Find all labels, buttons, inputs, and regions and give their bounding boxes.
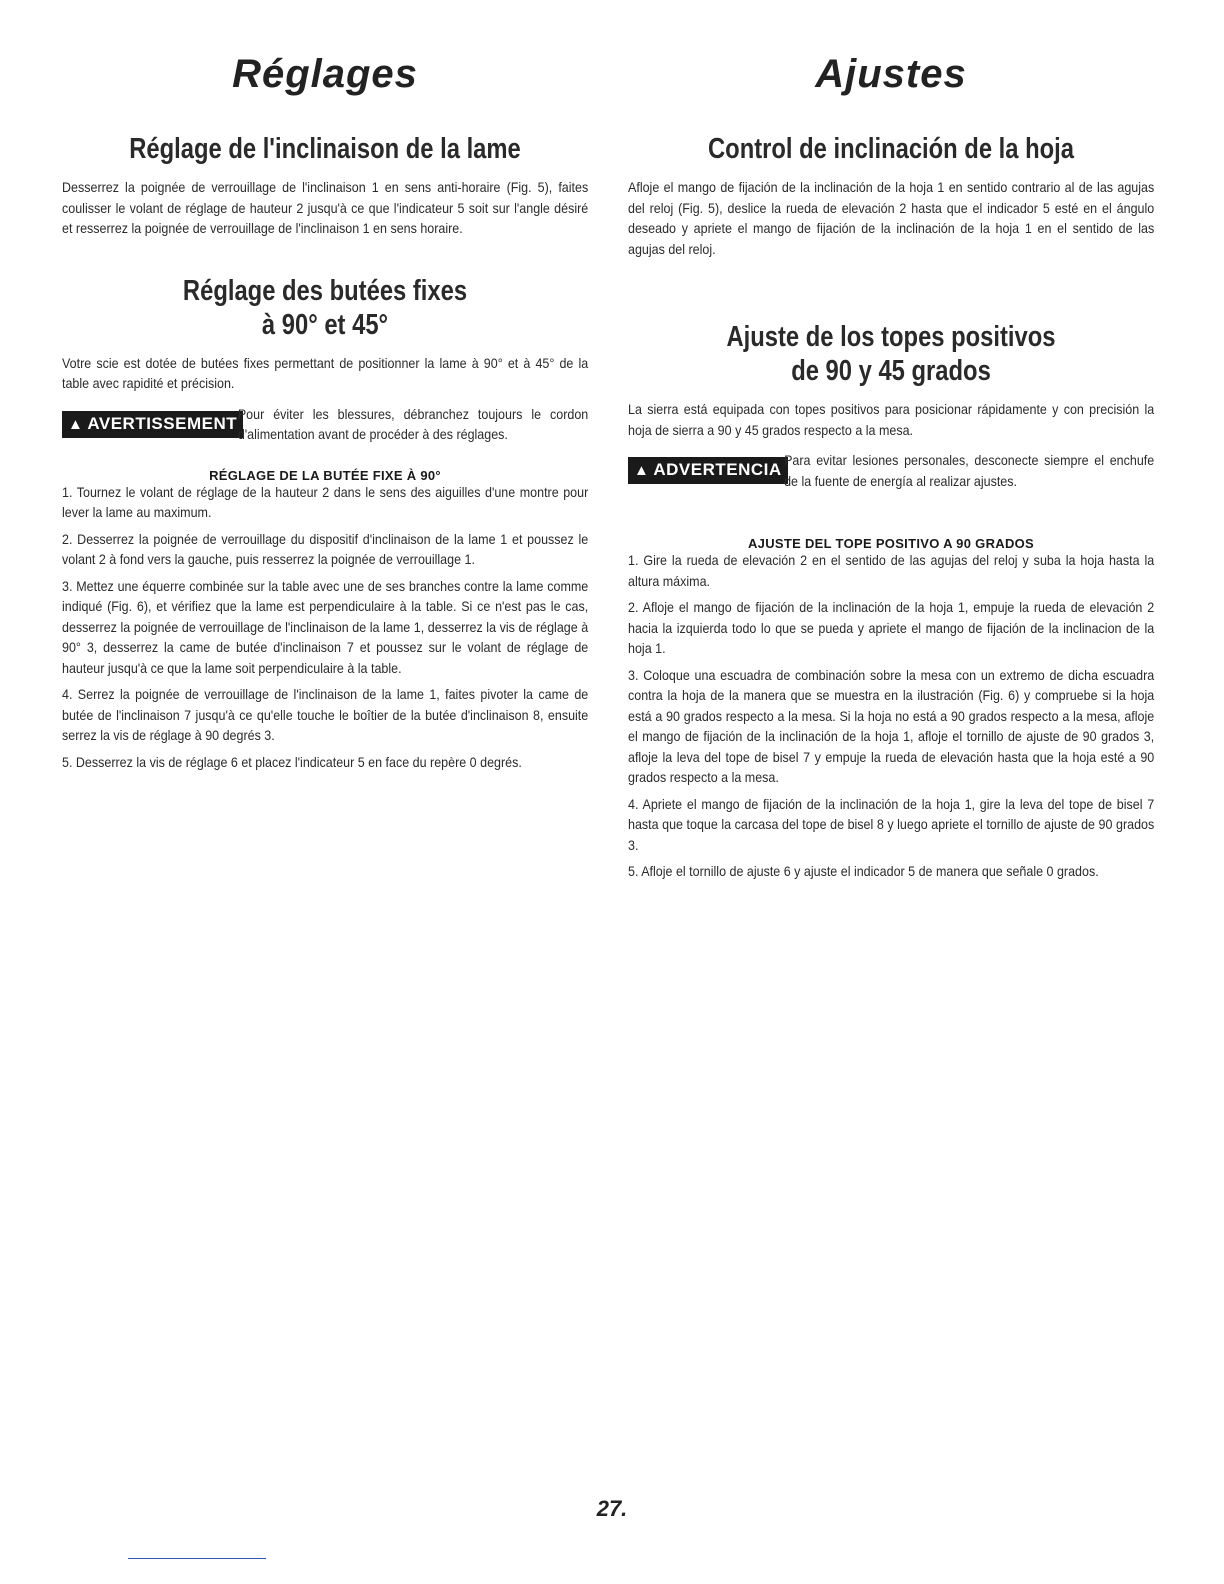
warning-text: Pour éviter les blessures, débranchez toujours le cordon d'alimentation avant de procéder à des réglages. (237, 406, 589, 442)
warning-text: Para evitar lesiones personales, desconecte siempre el enchufe de la fuente de energía al realizar ajustes. (784, 453, 1155, 489)
subheading-90-stop: RÉGLAGE DE LA BUTÉE FIXE À 90° (209, 467, 441, 483)
section-title-positive-stops-line1: Ajuste de los topes positivos (726, 321, 1056, 353)
step-item: 1. Tournez le volant de réglage de la hauteur 2 dans le sens des aiguilles d'une montre pour lever la lame au maximum. (62, 484, 589, 520)
step-item: 3. Coloque una escuadra de combinación sobre la mesa con un extremo de dicha escuadra contra la hoja de la manera que se muestra en la ilustración (Fig. 6) y compruebe si la hoja está a 90 grados respecto a la mesa. Si la hoja no está a 90 grados respecto a la mesa, afloje el mango de fijación de la inclinación de la hoja 1, afloje el tornillo de ajuste de 90 grados 3, afloje la leva del tope de bisel 7 y empuje la rueda de elevación hasta que la hoja esté a 90 grados respecto a la mesa. (628, 667, 1155, 785)
warning-label: ADVERTENCIA (653, 460, 782, 479)
section-title-blade-tilt: Réglage de l'inclinaison de la lame (129, 133, 521, 165)
main-title-french: Réglages (232, 52, 418, 96)
warning-label: AVERTISSEMENT (87, 413, 238, 433)
right-column-spanish (628, 0, 1154, 889)
subheading-90-stop: AJUSTE DEL TOPE POSITIVO A 90 GRADOS (747, 536, 1035, 551)
warning-triangle-icon: ▲ (68, 415, 84, 433)
paragraph-blade-tilt: Desserrez la poignée de verrouillage de l'inclinaison 1 en sens anti-horaire (Fig. 5), faites coulisser le volant de réglage de hauteur 2 jusqu'à ce que l'indicateur 5 soit sur l'angle désiré et resserrez la poignée de verrouillage de l'inclinaison 1 en sens horaire. (62, 180, 589, 236)
paragraph-blade-tilt: Afloje el mango de fijación de la inclinación de la hoja 1 en sentido contrario al de las agujas del reloj (Fig. 5), deslice la rueda de elevación 2 hasta que el indicador 5 esté en el ángulo deseado y apriete el mango de fijación de la inclinación de la hoja 1 en el sentido de las agujas del reloj. (628, 180, 1155, 257)
section-title-positive-stops-line2: à 90° et 45° (261, 308, 389, 341)
footer-divider (128, 1558, 266, 1559)
page-number: 27. (596, 1496, 628, 1521)
step-item: 4. Serrez la poignée de verrouillage de l'inclinaison de la lame 1, faites pivoter la came de butée de l'inclinaison 7 jusqu'à ce qu'elle touche le boîtier de la butée d'inclinaison 8, ensuite serrez la vis de réglage à 90 degrés 3. (62, 687, 589, 743)
section-title-positive-stops-line1: Réglage des butées fixes (182, 274, 468, 307)
step-item: 4. Apriete el mango de fijación de la inclinación de la hoja 1, gire la leva del tope de bisel 7 hasta que toque la carcasa del tope de bisel 8 y luego apriete el tornillo de ajuste de 90 grados 3. (628, 796, 1155, 853)
step-item: 2. Desserrez la poignée de verrouillage du dispositif d'inclinaison de la lame 1 et poussez le volant 2 à fond vers la gauche, puis resserrez la poignée de verrouillage 1. (62, 531, 589, 567)
paragraph-positive-stops: La sierra está equipada con topes positivos para posicionar rápidamente y con precisión la hoja de sierra a 90 y 45 grados respecto a la mesa. (628, 402, 1155, 438)
main-title-spanish: Ajustes (815, 52, 967, 96)
step-item: 2. Afloje el mango de fijación de la inclinación de la hoja 1, empuje la rueda de elevación 2 hacia la izquierda todo lo que se pueda y apriete el mango de fijación de la inclinacion de la hoja 1. (628, 600, 1155, 656)
warning-block (628, 451, 1154, 492)
warning-triangle-icon: ▲ (634, 462, 650, 479)
warning-block (62, 405, 588, 446)
step-item: 5. Desserrez la vis de réglage 6 et placez l'indicateur 5 en face du repère 0 degrés. (62, 754, 522, 770)
section-title-blade-tilt: Control de inclinación de la hoja (707, 133, 1074, 165)
step-item: 1. Gire la rueda de elevación 2 en el sentido de las agujas del reloj y suba la hoja hasta la altura máxima. (628, 553, 1155, 589)
left-column-french (62, 0, 588, 779)
step-item: 5. Afloje el tornillo de ajuste 6 y ajuste el indicador 5 de manera que señale 0 grados. (628, 864, 1099, 879)
step-item: 3. Mettez une équerre combinée sur la table avec une de ses branches contre la lame comme indiqué (Fig. 6), et vérifiez que la lame est perpendiculaire à la table. Si ce n'est pas le cas, desserrez la poignée de verrouillage de l'inclinaison de la lame 1, desserrez la vis de réglage à 90° 3, desserrez la came de butée d'inclinaison 7 et poussez sur le volant de réglage de hauteur jusqu'à ce que la lame soit perpendiculaire à la table. (62, 578, 589, 676)
paragraph-positive-stops: Votre scie est dotée de butées fixes permettant de positionner la lame à 90° et à 45° de la table avec rapidité et précision. (62, 355, 589, 391)
section-title-positive-stops-line2: de 90 y 45 grados (791, 355, 991, 387)
